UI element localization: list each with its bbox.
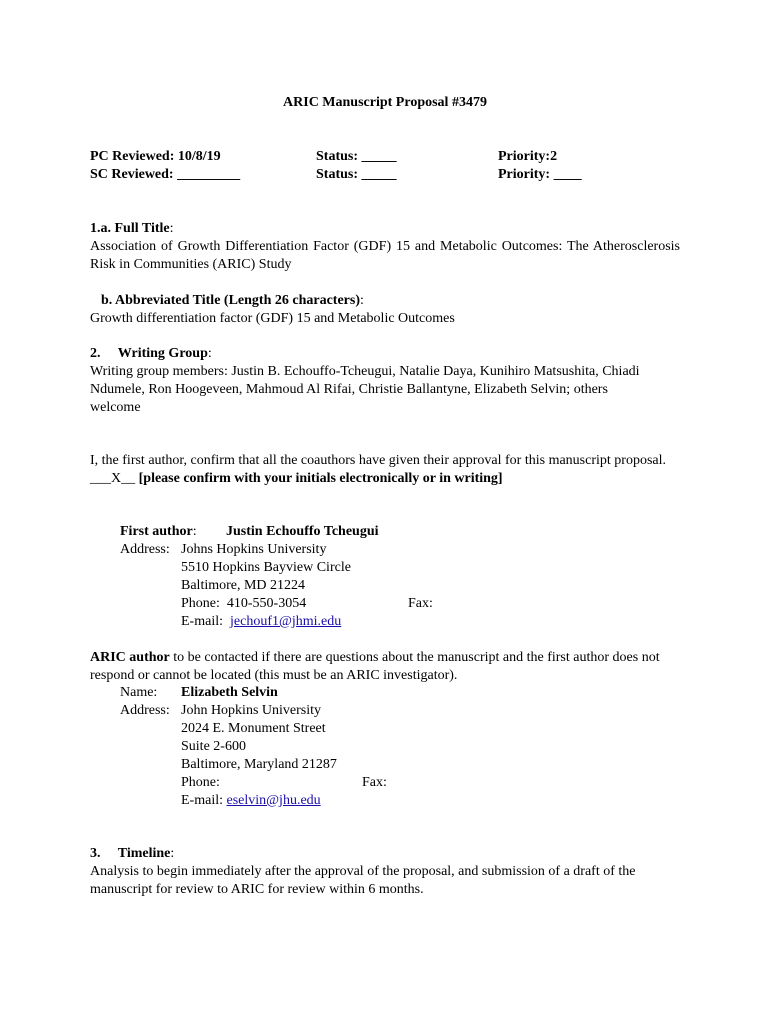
first-author-phone: Phone: 410-550-3054 bbox=[181, 596, 307, 611]
writing-group-text: Writing group members: Justin B. Echouffo-Tcheugui, Natalie Daya, Kunihiro Matsushita, Chiadi Ndumele, Ron Hoogeveen, Mahmoud Al Rifai, Christie Ballantyne, Elizabeth Selvin; others welcome bbox=[90, 364, 640, 415]
aric-author-address-line-3: Suite 2-600 bbox=[181, 739, 246, 754]
confirmation-text: I, the first author, confirm that all the coauthors have given their approval for this manuscript proposal. ___X__ bbox=[90, 453, 666, 486]
confirmation-instruction: [please confirm with your initials electronically or in writing] bbox=[138, 471, 503, 486]
aric-author-address-line-2: 2024 E. Monument Street bbox=[181, 721, 326, 736]
timeline-text: Analysis to begin immediately after the approval of the proposal, and submission of a draft of the manuscript for review to ARIC for review within 6 months. bbox=[90, 864, 636, 897]
first-author-address-line-3: Baltimore, MD 21224 bbox=[181, 578, 306, 593]
aric-author-name-label: Name: bbox=[120, 685, 158, 700]
first-author-heading bbox=[120, 523, 197, 541]
first-author-label: First author bbox=[120, 524, 193, 539]
coauthor-confirmation bbox=[90, 452, 670, 488]
first-author-name: Justin Echouffo Tcheugui bbox=[226, 524, 379, 539]
full-title-label: 1.a. Full Title bbox=[90, 221, 170, 236]
first-author-address-label: Address: bbox=[120, 542, 170, 557]
aric-author-description bbox=[90, 649, 670, 685]
full-title-colon: : bbox=[169, 221, 174, 236]
first-author-address-line-1: Johns Hopkins University bbox=[181, 542, 327, 557]
timeline-colon: : bbox=[170, 846, 175, 861]
aric-author-address-line-4: Baltimore, Maryland 21287 bbox=[181, 757, 337, 772]
full-title-text: Association of Growth Differentiation Factor (GDF) 15 and Metabolic Outcomes: The Atherosclerosis Risk in Communities (ARIC) Study bbox=[90, 239, 680, 272]
first-author-email-link[interactable]: jechouf1@jhmi.edu bbox=[230, 614, 342, 629]
timeline-heading bbox=[90, 845, 174, 863]
status-sc: Status: _____ bbox=[316, 167, 397, 182]
aric-author-email-label: E-mail: bbox=[181, 793, 223, 808]
aric-author-phone: Phone: bbox=[181, 775, 220, 790]
first-author-email-label: E-mail: bbox=[181, 614, 223, 629]
document-title: ARIC Manuscript Proposal #3479 bbox=[283, 95, 487, 110]
first-author-fax: Fax: bbox=[408, 596, 433, 611]
abbrev-title-label: b. Abbreviated Title (Length 26 characters) bbox=[101, 293, 360, 308]
timeline-label: 3. Timeline bbox=[90, 846, 171, 861]
aric-author-email-link[interactable]: eselvin@jhu.edu bbox=[226, 793, 321, 808]
writing-group-colon: : bbox=[207, 346, 212, 361]
aric-author-label: ARIC author bbox=[90, 650, 170, 665]
aric-author-text: to be contacted if there are questions about the manuscript and the first author does not respond or cannot be located (this must be an ARIC investigator). bbox=[90, 650, 660, 683]
status-pc: Status: _____ bbox=[316, 149, 397, 164]
abbrev-title-heading bbox=[101, 292, 364, 310]
first-author-email-line bbox=[181, 613, 341, 631]
writing-group-heading bbox=[90, 345, 212, 363]
aric-author-email-line bbox=[181, 792, 321, 810]
first-author-colon: : bbox=[192, 524, 197, 539]
writing-group-label: 2. Writing Group bbox=[90, 346, 208, 361]
sc-reviewed: SC Reviewed: _________ bbox=[90, 167, 241, 182]
aric-author-address-label: Address: bbox=[120, 703, 170, 718]
aric-author-address-line-1: John Hopkins University bbox=[181, 703, 321, 718]
abbrev-title-text: Growth differentiation factor (GDF) 15 and Metabolic Outcomes bbox=[90, 311, 455, 326]
full-title-heading bbox=[90, 220, 174, 238]
pc-reviewed: PC Reviewed: 10/8/19 bbox=[90, 149, 221, 164]
aric-author-fax: Fax: bbox=[362, 775, 387, 790]
first-author-address-line-2: 5510 Hopkins Bayview Circle bbox=[181, 560, 351, 575]
priority-sc: Priority: ____ bbox=[498, 167, 582, 182]
abbrev-title-colon: : bbox=[360, 293, 364, 308]
priority-pc: Priority:2 bbox=[498, 149, 558, 164]
aric-author-name: Elizabeth Selvin bbox=[181, 685, 278, 700]
